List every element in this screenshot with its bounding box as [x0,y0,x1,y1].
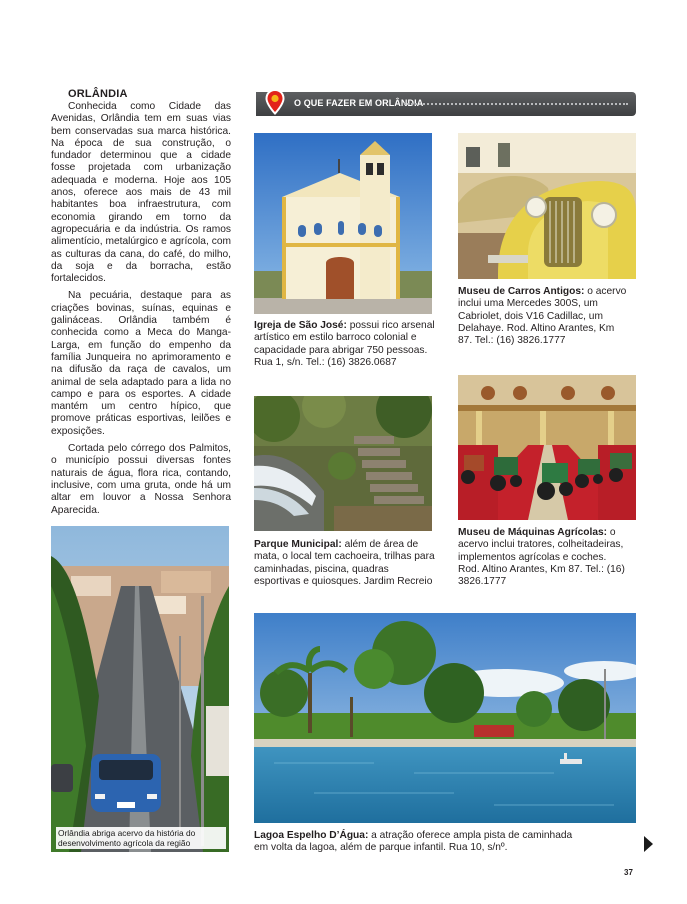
lagoon-photo [254,613,636,823]
park-photo [254,396,432,531]
machines-museum-caption [458,527,630,588]
page-number: 37 [624,868,633,877]
street-photo [51,526,229,852]
car-museum-name: Museu de Carros Antigos: [458,286,585,297]
church-description: possui rico arsenal artístico em estilo barroco colonial e capacidade para abrigar 750 pessoas. Rua 1, s/n. Tel.: (16) 3826.0687 [254,320,435,368]
lagoon-caption [254,830,584,855]
map-pin-icon [264,88,286,116]
street-photo-caption: Orlândia abriga acervo da história do desenvolvimento agrícola da região [56,827,226,849]
car-museum-caption [458,286,628,347]
machines-museum-photo [458,375,636,520]
intro-article [51,88,231,522]
section-banner [256,92,636,116]
park-caption [254,539,436,588]
intro-paragraph-2: Na pecuária, destaque para as criações bovinas, suínas, equinas e galináceas. Orlândia também é conhecida como a Meca do Manga-Larga, em função do empenho da família Junqueira no aprimoramento e na difusão da raça de cavalos, um animal de sela adaptado para a lida no campo e para os esportes. A cidade mantém um centro hípico, que promove práticas esportivas, leilões e exposições. [51,290,231,437]
next-page-arrow-icon[interactable] [644,836,653,852]
intro-paragraph-3: Cortada pelo córrego dos Palmitos, o município possui diversas fontes naturais de água, flora rica, contando, inclusive, com uma gruta, onde há um altar em louvor a Nossa Senhora Aparecida. [51,443,231,516]
church-name: Igreja de São José: [254,320,347,331]
banner-title: O QUE FAZER EM ORLÂNDIA [294,98,424,108]
machines-museum-name: Museu de Máquinas Agrícolas: [458,527,608,538]
church-photo [254,133,432,314]
car-museum-description: o acervo inclui uma Mercedes 300S, um Cabriolet, dois V16 Cadillac, um Delahaye. Rod. Altino Arantes, Km 87. Tel.: (16) 3826.1777 [458,286,627,347]
intro-paragraph-1: Conhecida como Cidade das Avenidas, Orlândia tem em suas vias bem conservadas sua marca histórica. Na época de sua construção, o fundador determinou que a cidade fosse projetada com urbanização adequada e moderna. Hoje aos 105 anos, oferece aos mais de 43 mil habitantes boa infraestrutura, com economia girando em torno da agropecuária e da indústria. Os ramos alimentício, metalúrgico e agrícola, com as culturas da cana, do café, do milho, da soja e da borracha, estão fortalecidos. [51,101,231,285]
park-description: além de área de mata, o local tem cachoeira, trilhas para caminhadas, piscina, quadras esportivas e quiosques. Jardim Recreio [254,539,435,587]
machines-museum-description: o acervo inclui tratores, colheitadeiras, implementos agrícolas e coches. Rod. Altino Arantes, Km 87. Tel.: (16) 3826.1777 [458,527,625,588]
lagoon-description: a atração oferece ampla pista de caminhada em volta da lagoa, além de parque infantil. Rua 10, s/nº. [254,830,573,854]
article-title: ORLÂNDIA [68,88,128,100]
church-caption [254,320,436,369]
park-name: Parque Municipal: [254,539,342,550]
car-museum-photo [458,133,636,279]
lagoon-name: Lagoa Espelho D’Água: [254,830,369,841]
banner-dotted-line [404,103,628,105]
